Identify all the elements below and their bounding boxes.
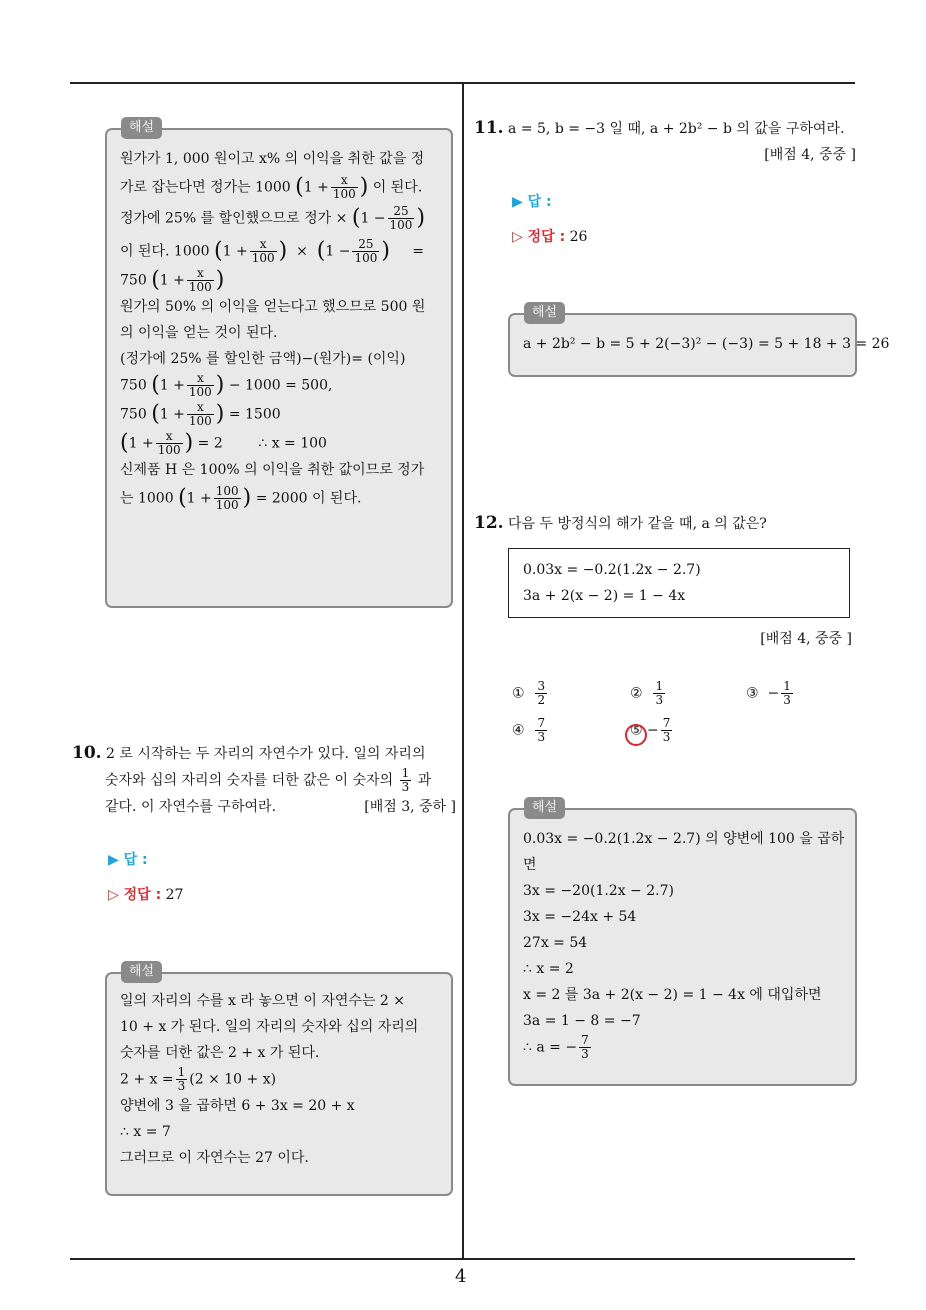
question-line: 11. a = 5, b = −3 일 때, a + 2b² − b 의 값을 구하여라. (474, 118, 845, 138)
bottom-rule (70, 1258, 855, 1260)
solution-tag: 해설 (524, 797, 565, 819)
question-line: 12. 다음 두 방정식의 해가 같을 때, a 의 값은? (474, 513, 767, 533)
choice-2[interactable]: ② $\frac{1}{3}$ (630, 679, 664, 707)
selected-answer-circle (625, 724, 647, 746)
fraction: $\frac{100}{100}$ (215, 484, 239, 512)
question-number: 12. (474, 513, 504, 533)
solution-line: 27x = 54 (523, 935, 588, 951)
fraction: $\frac{x}{100}$ (188, 266, 212, 294)
fraction: $\frac{1}{3}$ (177, 1065, 186, 1093)
solution-line: 3x = −24x + 54 (523, 909, 637, 925)
fraction: $\frac{x}{100}$ (188, 371, 212, 399)
solution-line: x = 2 를 3a + 2(x − 2) = 1 − 4x 에 대입하면 (523, 987, 822, 1003)
solution-box-q11 (508, 305, 890, 377)
fraction: $\frac{7}{3}$ (581, 1033, 589, 1061)
fraction: $\frac{x}{100}$ (332, 173, 356, 201)
solution-line: 의 이익을 얻는 것이 된다. (120, 325, 278, 341)
solution-line: 10 + x 가 된다. 일의 자리의 숫자와 십의 자리의 (120, 1019, 419, 1035)
solution-box-q12 (508, 800, 857, 1086)
solution-tag: 해설 (121, 961, 162, 983)
solution-line: 3x = −20(1.2x − 2.7) (523, 883, 674, 899)
solution-line: 정가에 25% 를 할인했으므로 정가 × (1 − $\frac{25}{100}$ ) (120, 204, 426, 232)
solution-line: 750 (1 + $\frac{x}{100}$ ) (120, 266, 225, 294)
equation-box (508, 548, 850, 618)
solution-line: 2 + x = $\frac{1}{3}$ (2 × 10 + x) (120, 1065, 277, 1093)
question-number: 10. (72, 743, 102, 763)
solution-line: ∴ x = 7 (120, 1124, 171, 1140)
solution-line: (1 + $\frac{x}{100}$ ) = 2 ∴ x = 100 (120, 429, 327, 457)
fraction: $\frac{1}{3}$ (401, 766, 410, 794)
question-11 (474, 115, 860, 168)
solution-line: 3a = 1 − 8 = −7 (523, 1013, 641, 1029)
fraction: $\frac{x}{100}$ (188, 400, 212, 428)
solution-line: 750 (1 + $\frac{x}{100}$ ) − 1000 = 500, (120, 371, 333, 399)
solution-line: (정가에 25% 를 할인한 금액)−(원가)= (이익) (120, 351, 406, 367)
fraction: $\frac{x}{100}$ (157, 429, 181, 457)
choice-1[interactable]: ① $\frac{3}{2}$ (512, 679, 546, 707)
page-number: 4 (455, 1266, 467, 1287)
solution-line: 원가가 1, 000 원이고 x% 의 이익을 취한 값을 정 (120, 151, 425, 167)
solution-box-price (105, 120, 453, 608)
solution-line: 면 (523, 857, 537, 873)
question-meta: [배점 4, 중중 ] (764, 147, 856, 163)
solution-tag: 해설 (121, 117, 162, 139)
solution-line: 0.03x = −0.2(1.2x − 2.7) 의 양변에 100 을 곱하 (523, 831, 845, 847)
solution-line: 가로 잡는다면 정가는 1000 (1 + $\frac{x}{100}$ ) 이 된다. (120, 173, 423, 201)
solution-line: 750 (1 + $\frac{x}{100}$ ) = 1500 (120, 400, 281, 428)
solution-line: 원가의 50% 의 이익을 얻는다고 했으므로 500 원 (120, 299, 426, 315)
correct-answer: ▷ 정답 : 26 (512, 229, 588, 245)
equation-line: 0.03x = −0.2(1.2x − 2.7) (523, 562, 701, 578)
fraction: $\frac{25}{100}$ (389, 204, 413, 232)
solution-line: 숫자를 더한 값은 2 + x 가 된다. (120, 1045, 320, 1061)
solution-line: 일의 자리의 수를 x 라 놓으면 이 자연수는 2 × (120, 993, 405, 1009)
question-line: 10. 2 로 시작하는 두 자리의 자연수가 있다. 일의 자리의 (72, 743, 426, 763)
correct-answer: ▷ 정답 : 27 (108, 887, 184, 903)
choice-5[interactable]: ⑤ − $\frac{7}{3}$ (630, 716, 671, 744)
solution-line: ∴ a = − $\frac{7}{3}$ (523, 1033, 589, 1061)
solution-line: 양변에 3 을 곱하면 6 + 3x = 20 + x (120, 1098, 355, 1114)
question-line: 숫자와 십의 자리의 숫자를 더한 값은 이 숫자의 $\frac{1}{3}$ 과 (105, 766, 432, 794)
solution-line: 그러므로 이 자연수는 27 이다. (120, 1150, 309, 1166)
answer-label: ▶ 답 : (108, 852, 148, 868)
fraction: $\frac{x}{100}$ (251, 237, 275, 265)
solution-tag: 해설 (524, 302, 565, 324)
solution-line: 신제품 H 은 100% 의 이익을 취한 값이므로 정가 (120, 462, 425, 478)
question-number: 11. (474, 118, 504, 138)
question-meta: [배점 3, 중하 ] (364, 799, 456, 815)
equation-line: 3a + 2(x − 2) = 1 − 4x (523, 588, 686, 604)
choice-4[interactable]: ④ $\frac{7}{3}$ (512, 716, 546, 744)
solution-line: 는 1000 (1 + $\frac{100}{100}$ ) = 2000 이 된다. (120, 484, 362, 512)
question-meta: [배점 4, 중중 ] (760, 631, 852, 647)
solution-line: a + 2b² − b = 5 + 2(−3)² − (−3) = 5 + 18 + 3 = 26 (523, 336, 890, 352)
column-divider (462, 82, 464, 1260)
choice-3[interactable]: ③ − $\frac{1}{3}$ (746, 679, 791, 707)
question-12 (474, 510, 860, 537)
question-line: 같다. 이 자연수를 구하여라. [배점 3, 중하 ] (72, 794, 456, 820)
solution-box-q10 (105, 964, 453, 1196)
fraction: $\frac{25}{100}$ (354, 237, 378, 265)
answer-label: ▶ 답 : (512, 194, 552, 210)
question-10 (72, 740, 456, 820)
solution-line: ∴ x = 2 (523, 961, 574, 977)
solution-line: 이 된다. 1000 (1 + $\frac{x}{100}$ ) × (1 − $\frac{25}{100}$ ) = (120, 237, 424, 265)
